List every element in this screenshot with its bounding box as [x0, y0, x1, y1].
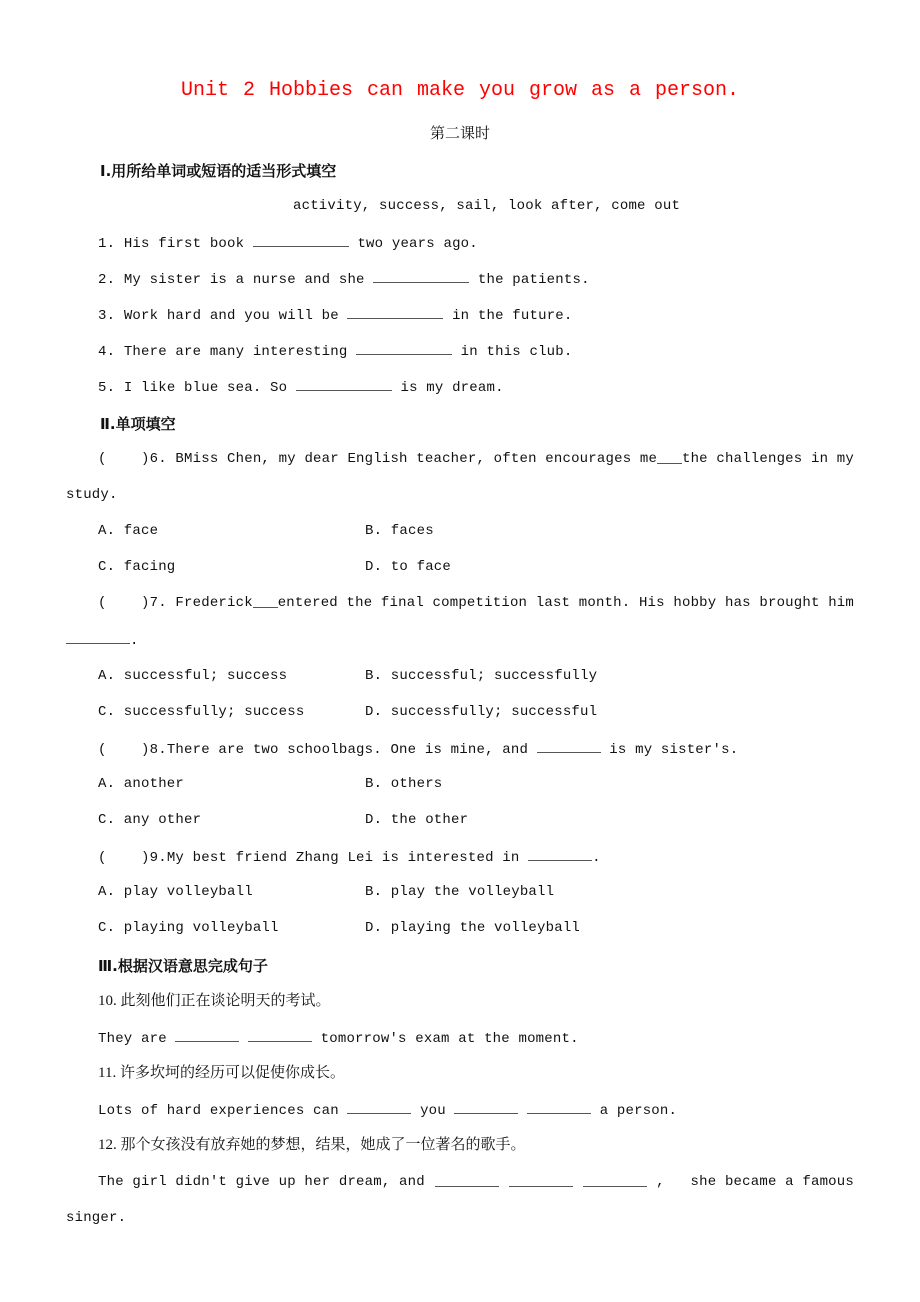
- option-6-c[interactable]: C. facing: [98, 559, 176, 575]
- fill-item-2: [98, 268, 590, 290]
- question-7-stem: [98, 593, 854, 613]
- question-8-stem: [98, 738, 738, 760]
- stem-text: entered the final competition last month. His hobby has brought him: [277, 595, 854, 611]
- option-8-a[interactable]: A. another: [98, 776, 185, 792]
- option-6-d[interactable]: D. to face: [365, 559, 452, 575]
- translation-10-chinese: 10. 此刻他们正在谈论明天的考试。: [98, 993, 331, 1009]
- answer-blank[interactable]: [657, 449, 682, 464]
- sentence-text: tomorrow's exam at the moment.: [320, 1031, 579, 1047]
- section-3-heading: Ⅲ.根据汉语意思完成句子: [98, 957, 268, 975]
- answer-blank[interactable]: [347, 1099, 411, 1114]
- translation-12-continuation: singer.: [66, 1210, 127, 1226]
- translation-12-english: [98, 1172, 854, 1192]
- item-number: 2.: [98, 272, 116, 288]
- translation-10-english: [98, 1027, 579, 1049]
- answer-blank[interactable]: [509, 1172, 573, 1187]
- answer-blank[interactable]: [175, 1027, 239, 1042]
- item-text: in this club.: [460, 344, 573, 360]
- option-8-b[interactable]: B. others: [365, 776, 443, 792]
- item-number: 3.: [98, 308, 116, 324]
- sentence-text: you: [420, 1103, 446, 1119]
- answer-blank[interactable]: [253, 593, 278, 608]
- option-9-d[interactable]: D. playing the volleyball: [365, 920, 581, 936]
- stem-text: )6. BMiss Chen, my dear English teacher, often encourages me: [141, 451, 658, 467]
- answer-blank[interactable]: [435, 1172, 499, 1187]
- option-7-d[interactable]: D. successfully; successful: [365, 704, 598, 720]
- option-6-b[interactable]: B. faces: [365, 523, 434, 539]
- fill-item-3: [98, 304, 573, 326]
- question-6-stem: [98, 449, 854, 469]
- item-text: My sister is a nurse and she: [123, 272, 365, 288]
- sentence-text: The girl didn't give up her dream, and: [98, 1174, 425, 1190]
- stem-text: .: [130, 633, 139, 649]
- question-6-continuation: study.: [66, 487, 118, 503]
- section-1-heading: Ⅰ.用所给单词或短语的适当形式填空: [100, 162, 337, 180]
- option-7-c[interactable]: C. successfully; success: [98, 704, 305, 720]
- item-text: I like blue sea. So: [123, 380, 288, 396]
- item-number: 5.: [98, 380, 116, 396]
- sentence-text: Lots of hard experiences can: [98, 1103, 339, 1119]
- sentence-text: They are: [98, 1031, 167, 1047]
- option-9-a[interactable]: A. play volleyball: [98, 884, 253, 900]
- answer-blank[interactable]: [583, 1172, 647, 1187]
- item-text: His first book: [123, 236, 245, 252]
- section-2-heading: Ⅱ.单项填空: [100, 415, 176, 433]
- translation-12-chinese: 12. 那个女孩没有放弃她的梦想，结果，她成了一位著名的歌手。: [98, 1137, 526, 1153]
- fill-item-4: [98, 340, 573, 362]
- fill-item-5: [98, 376, 504, 398]
- question-7-continuation: [66, 629, 139, 651]
- answer-blank[interactable]: [528, 846, 592, 861]
- answer-blank[interactable]: [248, 1027, 312, 1042]
- stem-text: )7. Frederick: [141, 595, 253, 611]
- stem-text: is my sister's.: [609, 742, 739, 758]
- item-text: There are many interesting: [123, 344, 348, 360]
- answer-paren[interactable]: (: [98, 850, 107, 866]
- answer-blank[interactable]: [373, 268, 469, 283]
- question-9-stem: [98, 846, 601, 868]
- option-6-a[interactable]: A. face: [98, 523, 159, 539]
- answer-blank[interactable]: [454, 1099, 518, 1114]
- translation-11-chinese: 11. 许多坎坷的经历可以促使你成长。: [98, 1065, 345, 1081]
- answer-paren[interactable]: (: [98, 742, 107, 758]
- stem-text: .: [592, 850, 601, 866]
- answer-paren[interactable]: ( )7. Frederick: [98, 595, 253, 611]
- option-9-c[interactable]: C. playing volleyball: [98, 920, 279, 936]
- page-title: Unit 2 Hobbies can make you grow as a person.: [180, 79, 740, 102]
- answer-blank[interactable]: [537, 738, 601, 753]
- translation-11-english: [98, 1099, 677, 1121]
- answer-blank[interactable]: [347, 304, 443, 319]
- stem-text: )8.There are two schoolbags. One is mine, and: [141, 742, 529, 758]
- answer-blank[interactable]: [253, 232, 349, 247]
- answer-blank[interactable]: [527, 1099, 591, 1114]
- lesson-subtitle: 第二课时: [429, 126, 490, 142]
- word-bank: activity, success, sail, look after, come out: [293, 198, 681, 214]
- answer-blank[interactable]: [356, 340, 452, 355]
- item-text: Work hard and you will be: [123, 308, 339, 324]
- sentence-text: , she became a famous: [656, 1174, 854, 1190]
- option-9-b[interactable]: B. play the volleyball: [365, 884, 555, 900]
- item-number: 4.: [98, 344, 116, 360]
- option-7-a[interactable]: A. successful; success: [98, 668, 288, 684]
- sentence-text: a person.: [599, 1103, 678, 1119]
- item-text: the patients.: [477, 272, 590, 288]
- item-text: two years ago.: [357, 236, 478, 252]
- answer-blank[interactable]: [296, 376, 392, 391]
- item-number: 1.: [98, 236, 116, 252]
- option-8-c[interactable]: C. any other: [98, 812, 202, 828]
- item-text: in the future.: [452, 308, 573, 324]
- answer-blank[interactable]: [66, 629, 130, 644]
- item-text: is my dream.: [400, 380, 504, 396]
- answer-paren[interactable]: ( )6. BMiss Chen, my dear English teacher, often encourages me: [98, 451, 658, 467]
- fill-item-1: [98, 232, 478, 254]
- option-7-b[interactable]: B. successful; successfully: [365, 668, 598, 684]
- option-8-d[interactable]: D. the other: [365, 812, 469, 828]
- stem-text: )9.My best friend Zhang Lei is interested in: [141, 850, 520, 866]
- stem-text: the challenges in my: [681, 451, 854, 467]
